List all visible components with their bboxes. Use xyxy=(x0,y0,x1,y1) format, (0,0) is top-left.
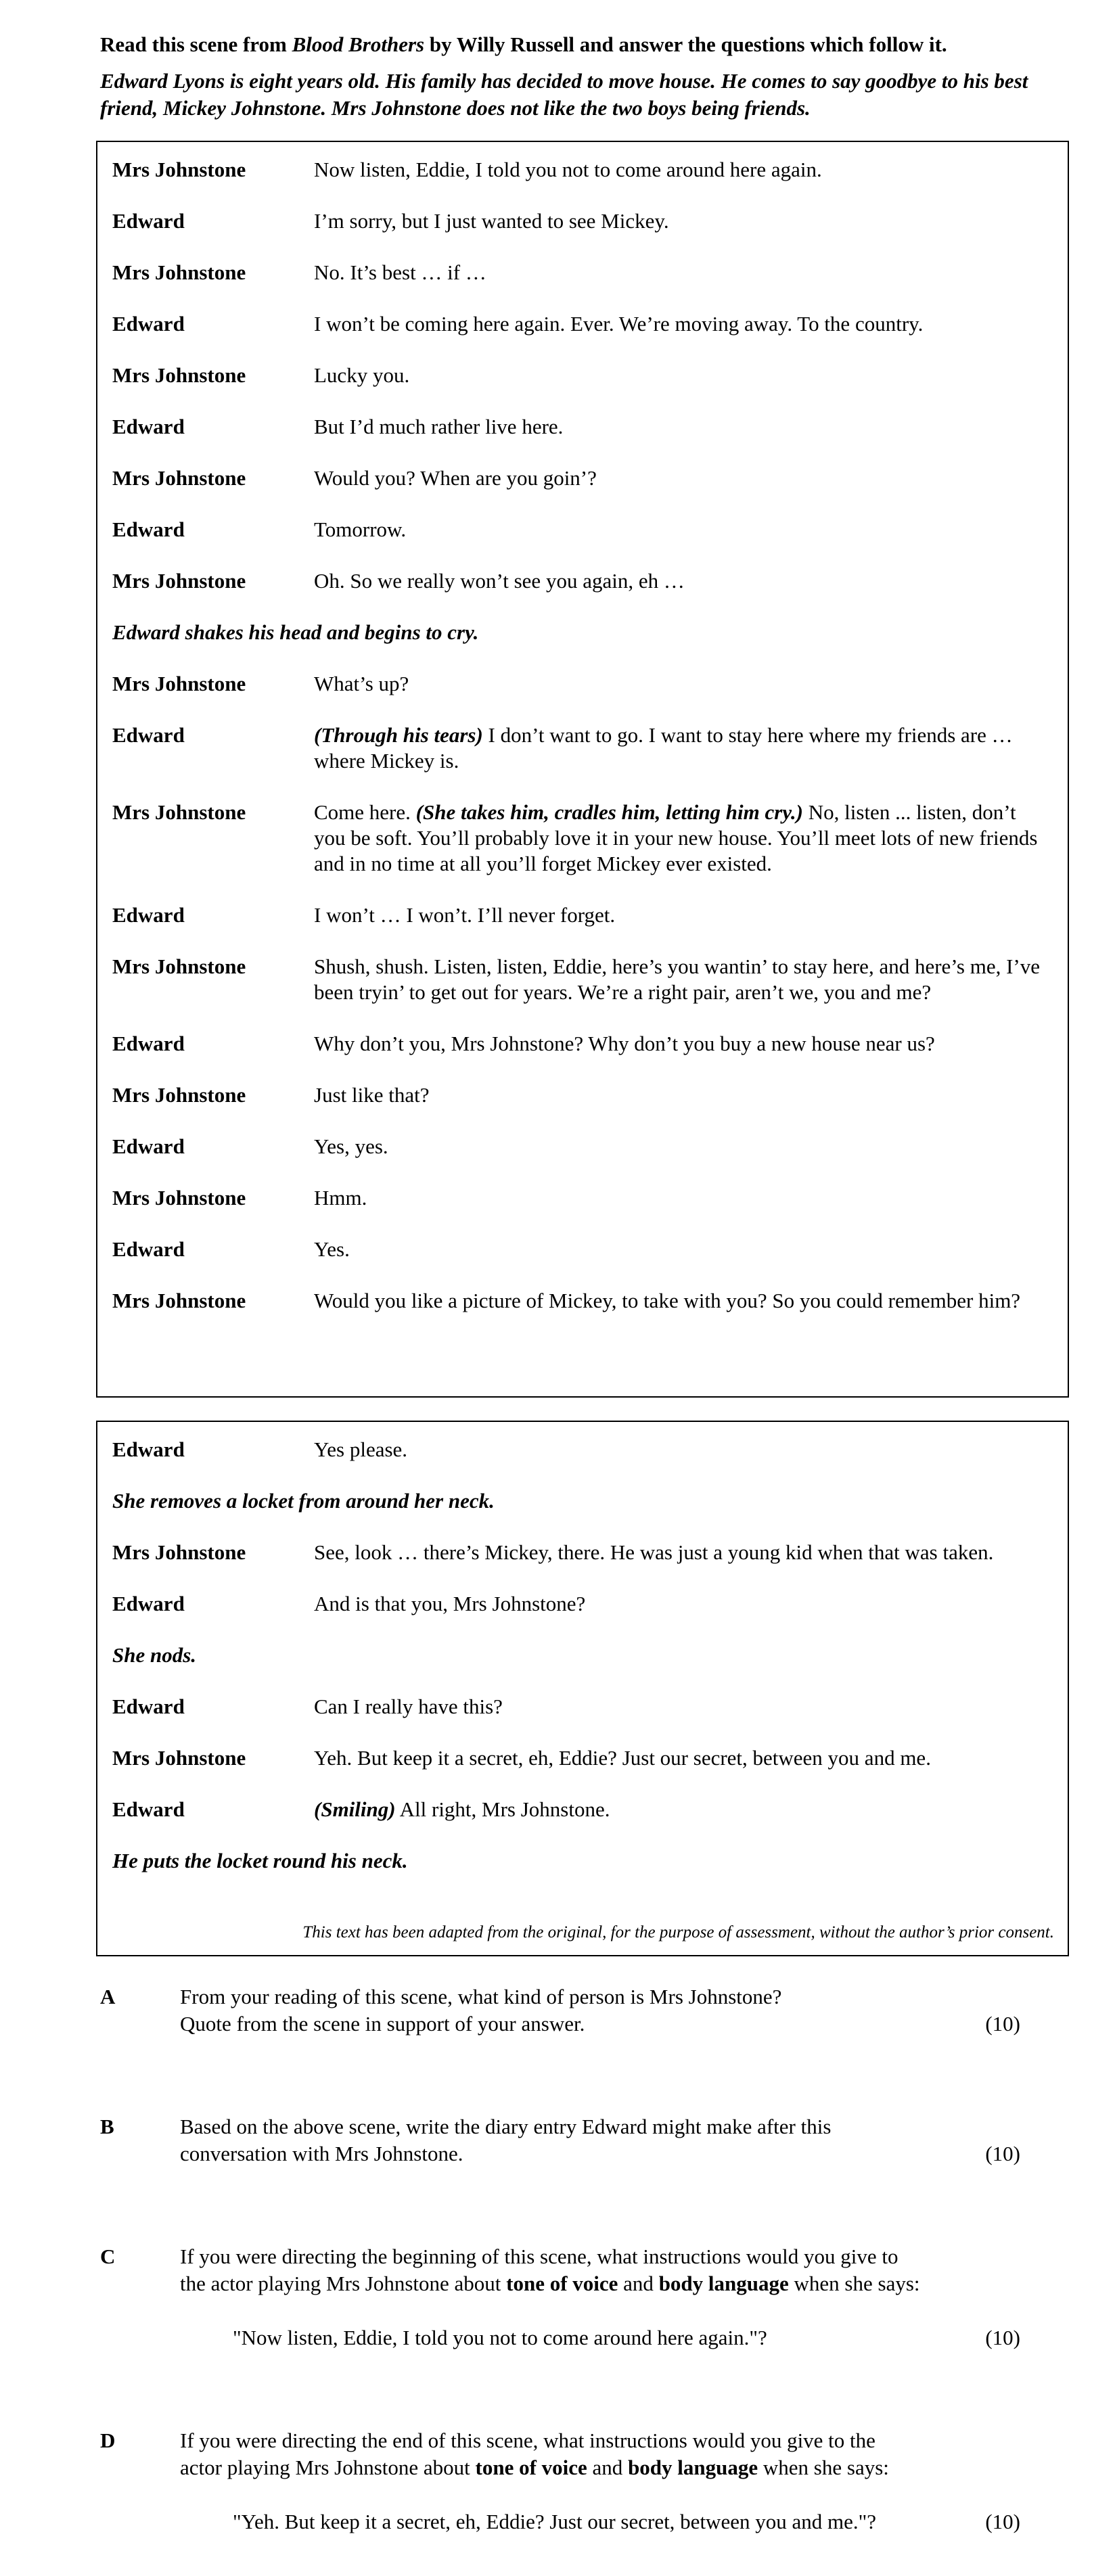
question-line-end: when she says: xyxy=(788,2272,920,2295)
adaptation-credit: This text has been adapted from the original, for the purpose of assessment, without the author’s prior consent. xyxy=(302,1923,1054,1941)
dialogue-row xyxy=(112,517,1054,543)
tone-of-voice-term: tone of voice xyxy=(475,2456,587,2479)
dialogue-row xyxy=(112,311,1054,337)
dialogue-text: Oh. So we really won’t see you again, eh … xyxy=(314,569,685,593)
question-a xyxy=(100,1983,1020,2044)
speaker-name: Edward xyxy=(112,209,185,233)
question-conjunction: and xyxy=(618,2272,659,2295)
dialogue-text: But I’d much rather live here. xyxy=(314,415,564,438)
question-text xyxy=(180,1983,978,2038)
question-letter: C xyxy=(100,2245,116,2268)
script-extract-box xyxy=(96,141,1069,1398)
dialogue-row xyxy=(112,902,1054,928)
stage-direction: She removes a locket from around her neck. xyxy=(112,1489,495,1513)
dialogue-line xyxy=(314,800,1054,877)
speaker-name: Mrs Johnstone xyxy=(112,672,246,695)
speaker-name: Mrs Johnstone xyxy=(112,158,246,181)
dialogue-row xyxy=(112,1540,1054,1565)
dialogue-row xyxy=(112,1031,1054,1057)
question-c xyxy=(100,2243,1020,2358)
dialogue-text: All right, Mrs Johnstone. xyxy=(395,1797,610,1821)
body-language-term: body language xyxy=(658,2272,789,2295)
dialogue-row xyxy=(112,414,1054,440)
dialogue-row xyxy=(112,1745,1054,1771)
dialogue-line xyxy=(314,414,1054,440)
question-letter: B xyxy=(100,2115,114,2138)
dialogue-row xyxy=(112,260,1054,285)
dialogue-text: I’m sorry, but I just wanted to see Mickey. xyxy=(314,209,669,233)
question-line: conversation with Mrs Johnstone. xyxy=(180,2142,463,2165)
dialogue-text: Yeh. But keep it a secret, eh, Eddie? Just our secret, between you and me. xyxy=(314,1746,931,1770)
dialogue-text: And is that you, Mrs Johnstone? xyxy=(314,1592,586,1615)
question-line: If you were directing the end of this scene, what instructions would you give to the xyxy=(180,2429,875,2452)
question-line xyxy=(180,2270,978,2297)
dialogue-row xyxy=(112,1237,1054,1262)
inline-stage-direction: (Through his tears) xyxy=(314,723,483,747)
speaker-name: Edward xyxy=(112,415,185,438)
dialogue-text: No. It’s best … if … xyxy=(314,260,486,284)
speaker-name: Edward xyxy=(112,1134,185,1158)
dialogue-text: Would you like a picture of Mickey, to take with you? So you could remember him? xyxy=(314,1289,1021,1312)
question-d xyxy=(100,2427,1020,2542)
speaker-name: Edward xyxy=(112,312,185,336)
dialogue-line xyxy=(314,1031,1054,1057)
dialogue-text: Would you? When are you goin’? xyxy=(314,466,597,490)
question-line: From your reading of this scene, what kind of person is Mrs Johnstone? xyxy=(180,1985,782,2008)
dialogue-text: Just like that? xyxy=(314,1083,430,1107)
speaker-name: Edward xyxy=(112,1592,185,1615)
speaker-name: Mrs Johnstone xyxy=(112,954,246,978)
dialogue-line xyxy=(314,465,1054,491)
dialogue-text: Hmm. xyxy=(314,1186,367,1210)
speaker-name: Edward xyxy=(112,1237,185,1261)
question-marks: (10) xyxy=(985,2326,1020,2349)
stage-direction: Edward shakes his head and begins to cry. xyxy=(112,620,479,644)
dialogue-row xyxy=(112,1134,1054,1159)
speaker-name: Edward xyxy=(112,723,185,747)
dialogue-text: Lucky you. xyxy=(314,363,410,387)
dialogue-row xyxy=(112,1082,1054,1108)
dialogue-line xyxy=(314,157,1054,183)
script-lines xyxy=(112,157,1054,1339)
dialogue-line xyxy=(314,671,1054,697)
dialogue-line xyxy=(314,1185,1054,1211)
question-line-end: when she says: xyxy=(758,2456,889,2479)
dialogue-text: Now listen, Eddie, I told you not to come around here again. xyxy=(314,158,822,181)
dialogue-row xyxy=(112,954,1054,1005)
dialogue-text: See, look … there’s Mickey, there. He was just a young kid when that was taken. xyxy=(314,1540,994,1564)
dialogue-text: No, listen ... listen, don’t you be soft. You’ll probably love it in your new house. You’ll meet lots of new friends and in no time at all you’ll forget Mickey ever existed. xyxy=(314,800,1038,875)
speaker-name: Mrs Johnstone xyxy=(112,1083,246,1107)
question-text xyxy=(180,2113,978,2167)
question-quote: "Yeh. But keep it a secret, eh, Eddie? Just our secret, between you and me."? xyxy=(233,2510,877,2533)
speaker-name: Edward xyxy=(112,1797,185,1821)
speaker-name: Edward xyxy=(112,1695,185,1718)
speaker-name: Mrs Johnstone xyxy=(112,363,246,387)
dialogue-text: Yes. xyxy=(314,1237,350,1261)
dialogue-line xyxy=(314,517,1054,543)
script-extract-box-continued xyxy=(96,1421,1069,1956)
inline-stage-direction: (She takes him, cradles him, letting him cry.) xyxy=(415,800,804,824)
speaker-name: Mrs Johnstone xyxy=(112,1746,246,1770)
dialogue-line xyxy=(314,311,1054,337)
dialogue-text: Yes, yes. xyxy=(314,1134,388,1158)
dialogue-text: I won’t … I won’t. I’ll never forget. xyxy=(314,903,616,927)
dialogue-line xyxy=(314,954,1054,1005)
speaker-name: Edward xyxy=(112,1438,185,1461)
dialogue-line xyxy=(314,1745,1054,1771)
dialogue-row xyxy=(112,1437,1054,1463)
question-line: If you were directing the beginning of this scene, what instructions would you give to xyxy=(180,2245,898,2268)
question-conjunction: and xyxy=(587,2456,629,2479)
speaker-name: Mrs Johnstone xyxy=(112,1540,246,1564)
question-line: Quote from the scene in support of your answer. xyxy=(180,2012,585,2036)
speaker-name: Mrs Johnstone xyxy=(112,569,246,593)
question-line xyxy=(180,2454,978,2481)
page-heading xyxy=(100,31,1047,58)
dialogue-row xyxy=(112,1185,1054,1211)
dialogue-row xyxy=(112,568,1054,594)
inline-stage-direction: (Smiling) xyxy=(314,1797,396,1821)
dialogue-line xyxy=(314,1082,1054,1108)
dialogue-line xyxy=(314,208,1054,234)
heading-suffix: by Willy Russell and answer the questions which follow it. xyxy=(424,32,947,56)
stage-direction: He puts the locket round his neck. xyxy=(112,1849,408,1872)
speaker-name: Mrs Johnstone xyxy=(112,1186,246,1210)
speaker-name: Mrs Johnstone xyxy=(112,800,246,824)
dialogue-line xyxy=(314,568,1054,594)
dialogue-text: Why don’t you, Mrs Johnstone? Why don’t you buy a new house near us? xyxy=(314,1032,935,1055)
question-marks: (10) xyxy=(985,2510,1020,2533)
dialogue-line xyxy=(314,722,1054,774)
scene-intro: Edward Lyons is eight years old. His family has decided to move house. He comes to say goodbye to his best friend, Mickey Johnstone. Mrs Johnstone does not like the two boys being friends. xyxy=(100,69,1028,120)
body-language-term: body language xyxy=(628,2456,758,2479)
dialogue-row xyxy=(112,1591,1054,1617)
dialogue-row xyxy=(112,671,1054,697)
dialogue-line xyxy=(314,1540,1054,1565)
question-text xyxy=(180,2243,978,2297)
dialogue-text-lead: Come here. xyxy=(314,800,416,824)
dialogue-line xyxy=(314,363,1054,388)
dialogue-line xyxy=(314,1694,1054,1720)
dialogue-line xyxy=(314,1591,1054,1617)
dialogue-line xyxy=(314,1797,1054,1822)
question-marks: (10) xyxy=(985,2012,1020,2036)
dialogue-row xyxy=(112,1694,1054,1720)
speaker-name: Mrs Johnstone xyxy=(112,260,246,284)
dialogue-line xyxy=(314,1237,1054,1262)
speaker-name: Mrs Johnstone xyxy=(112,466,246,490)
dialogue-text: Can I really have this? xyxy=(314,1695,503,1718)
question-line-start: the actor playing Mrs Johnstone about xyxy=(180,2272,507,2295)
play-title: Blood Brothers xyxy=(292,32,425,56)
dialogue-row xyxy=(112,465,1054,491)
question-letter: A xyxy=(100,1985,116,2008)
question-quote: "Now listen, Eddie, I told you not to come around here again."? xyxy=(233,2326,767,2349)
dialogue-row xyxy=(112,1797,1054,1822)
dialogue-text: Shush, shush. Listen, listen, Eddie, here’s you wantin’ to stay here, and here’s me, I’ve been tryin’ to get out for years. We’re a right pair, aren’t we, you and me? xyxy=(314,954,1040,1004)
dialogue-row xyxy=(112,208,1054,234)
script-lines-continued xyxy=(112,1437,1054,1900)
dialogue-text: I won’t be coming here again. Ever. We’re moving away. To the country. xyxy=(314,312,924,336)
dialogue-line xyxy=(314,1288,1054,1314)
stage-direction: She nods. xyxy=(112,1643,197,1667)
dialogue-line xyxy=(314,1134,1054,1159)
question-b xyxy=(100,2113,1020,2174)
speaker-name: Edward xyxy=(112,1032,185,1055)
question-line-start: actor playing Mrs Johnstone about xyxy=(180,2456,476,2479)
dialogue-line xyxy=(314,1437,1054,1463)
speaker-name: Mrs Johnstone xyxy=(112,1289,246,1312)
dialogue-row xyxy=(112,363,1054,388)
tone-of-voice-term: tone of voice xyxy=(506,2272,618,2295)
dialogue-line xyxy=(314,902,1054,928)
speaker-name: Edward xyxy=(112,903,185,927)
dialogue-row xyxy=(112,157,1054,183)
dialogue-text: What’s up? xyxy=(314,672,409,695)
heading-prefix: Read this scene from xyxy=(100,32,292,56)
question-letter: D xyxy=(100,2429,116,2452)
dialogue-row xyxy=(112,722,1054,774)
dialogue-text: I don’t want to go. I want to stay here where my friends are … where Mickey is. xyxy=(314,723,1013,773)
question-text xyxy=(180,2427,978,2481)
dialogue-text: Yes please. xyxy=(314,1438,408,1461)
question-marks: (10) xyxy=(985,2142,1020,2165)
dialogue-row xyxy=(112,1288,1054,1314)
dialogue-text: Tomorrow. xyxy=(314,518,407,541)
question-line: Based on the above scene, write the diary entry Edward might make after this xyxy=(180,2115,832,2138)
speaker-name: Edward xyxy=(112,518,185,541)
dialogue-line xyxy=(314,260,1054,285)
dialogue-row xyxy=(112,800,1054,877)
